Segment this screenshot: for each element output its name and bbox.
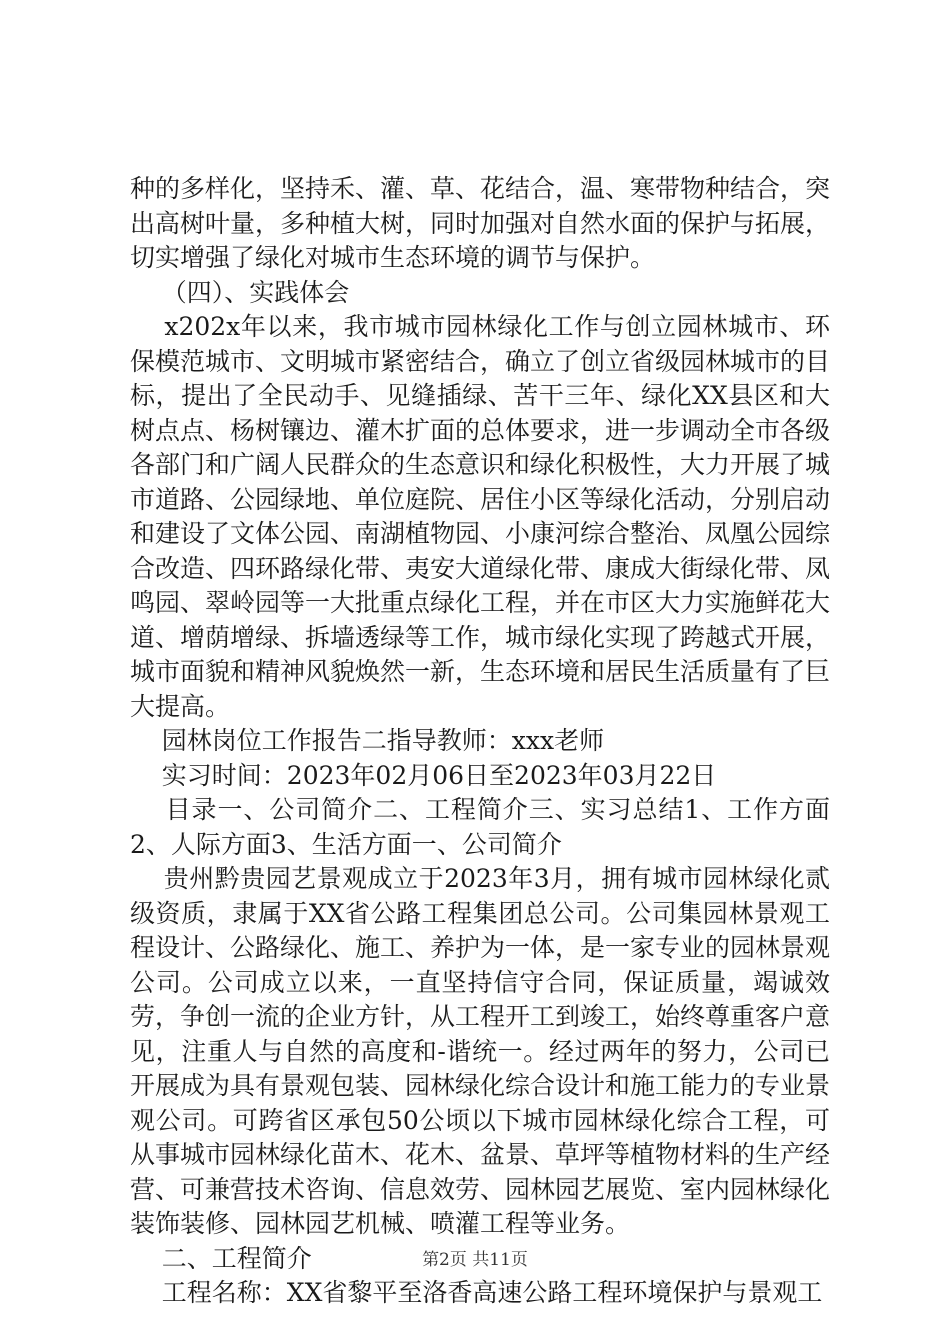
heading-project-intro: 二、工程简介	[130, 1243, 312, 1273]
paragraph-company-intro: 贵州黔贵园艺景观成立于2023年3月，拥有城市园林绿化贰级资质，隶属于XX省公路工程集团总公司。公司集园林景观工程设计、公路绿化、施工、养护为一体，是一家专业的园林景观公司。公司成立以来，一直坚持信守合同，保证质量，竭诚效劳，争创一流的企业方针，从工程开工到竣工，始终尊重客户意见，注重人与自然的高度和-谐统一。经过两年的努力，公司已开展成为具有景观包装、园林绿化综合设计和施工能力的专业景观公司。可跨省区承包50公顷以下城市园林绿化综合工程，可从事城市园林绿化苗木、花木、盆景、草坪等植物材料的生产经营、可兼营技术咨询、信息效劳、园林园艺展览、室内园林绿化装饰装修、园林园艺机械、喷灌工程等业务。	[130, 864, 831, 1238]
internship-time-line: 实习时间：2023年02月06日至2023年03月22日	[130, 760, 717, 790]
paragraph-project-name: 工程名称：XX省黎平至洛香高速公路工程环境保护与景观工	[130, 1278, 823, 1307]
document-body	[130, 172, 830, 1311]
report-title-line: 园林岗位工作报告二指导教师：xxx老师	[130, 726, 605, 755]
paragraph-species-diversity: 种的多样化，坚持禾、灌、草、花结合，温、寒带物种结合，突出高树叶量，多种植大树，同时加强对自然水面的保护与拓展，切实增强了绿化对城市生态环境的调节与保护。	[130, 174, 831, 272]
paragraph-city-greening: x202x年以来，我市城市园林绿化工作与创立园林城市、环保模范城市、文明城市紧密结合，确立了创立省级园林城市的目标，提出了全民动手、见缝插绿、苦干三年、绿化XX县区和大树点点、杨树镶边、灌木扩面的总体要求，进一步调动全市各级各部门和广阔人民群众的生态意识和绿化积极性，大力开展了城市道路、公园绿地、单位庭院、居住小区等绿化活动，分别启动和建设了文体公园、南湖植物园、小康河综合整治、凤凰公园综合改造、四环路绿化带、夷安大道绿化带、康成大街绿化带、凤鸣园、翠岭园等一大批重点绿化工程，并在市区大力实施鲜花大道、增荫增绿、拆墙透绿等工作，城市绿化实现了跨越式开展，城市面貌和精神风貌焕然一新，生态环境和居民生活质量有了巨大提高。	[130, 312, 831, 721]
page-number-footer: 第2页 共11页	[422, 1250, 528, 1270]
table-of-contents-line: 目录一、公司简介二、工程简介三、实习总结1、工作方面2、人际方面3、生活方面一、公司简介	[130, 795, 830, 859]
heading-practice-experience: （四）、实践体会	[130, 277, 350, 307]
